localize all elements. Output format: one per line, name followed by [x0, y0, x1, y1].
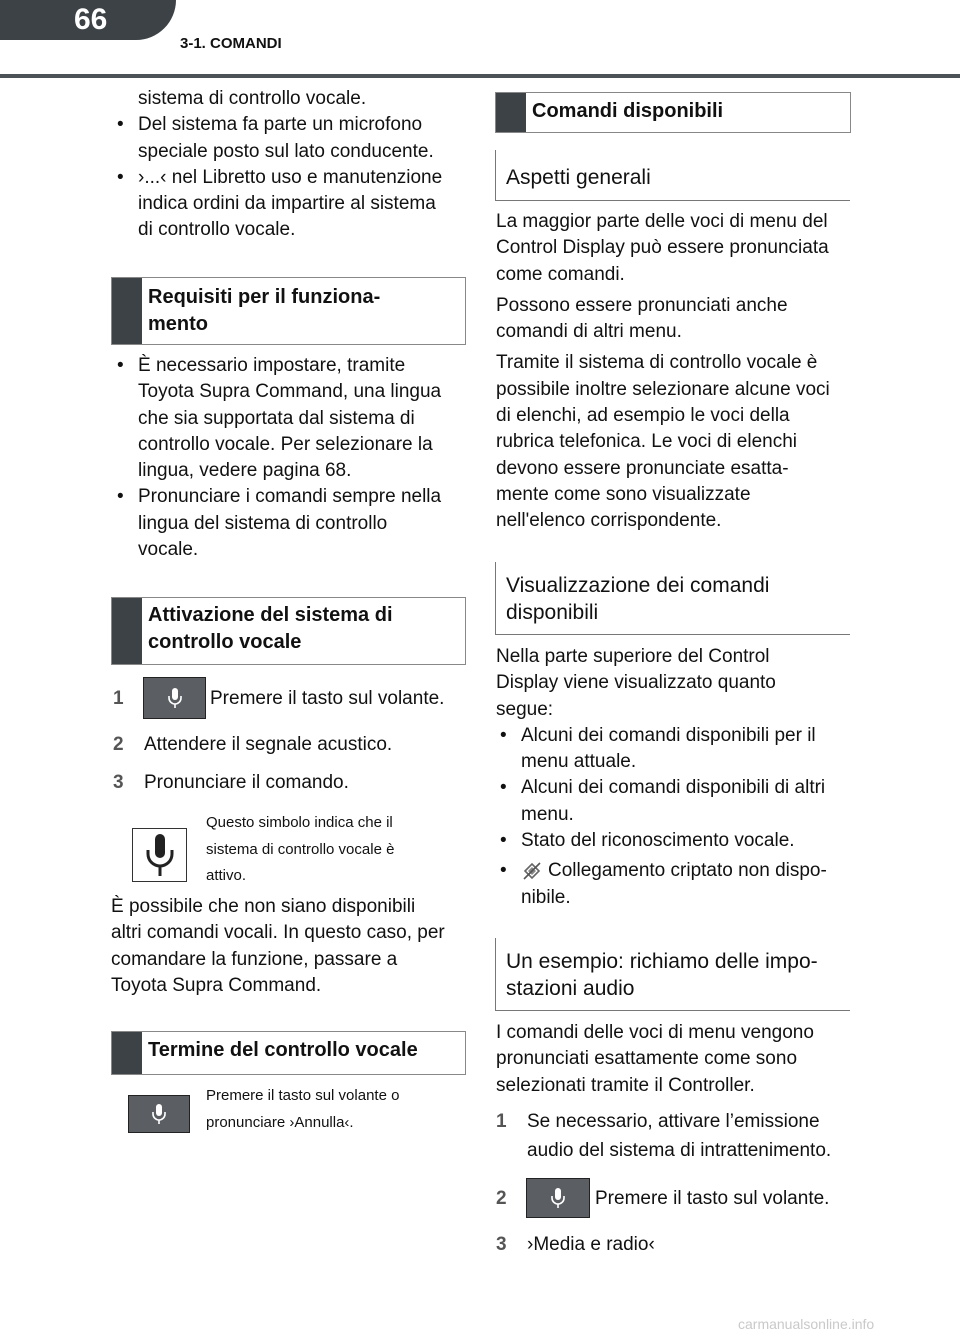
step-text: Premere il tasto sul volante.: [595, 1188, 830, 1209]
intro-line: sistema di controllo vocale.: [138, 88, 367, 109]
heading-bar: [112, 598, 142, 664]
heading-attivazione: [111, 597, 466, 665]
step-number: 3: [496, 1234, 507, 1255]
heading-bar: [496, 93, 526, 132]
watermark: carmanualsonline.info: [738, 1316, 875, 1332]
heading-termine: [111, 1031, 466, 1075]
list-item: • Pronunciare i comandi sempre nella lingua del sistema di controllo vocale.: [117, 486, 442, 561]
voice-button: [128, 1095, 190, 1133]
page-number-tab: [0, 0, 176, 40]
step-number: 1: [113, 688, 124, 709]
end-note: Premere il tasto sul volante o pronunciare ›Annulla‹.: [206, 1087, 400, 1131]
heading-comandi: [495, 92, 851, 133]
left-paragraph: È possibile che non siano disponibili altri comandi vocali. In questo caso, per comandare la funzione, passare a Toyota Supra Command.: [111, 896, 445, 996]
heading-line: Requisiti per il funziona-: [148, 286, 381, 308]
step-number: 1: [496, 1111, 507, 1132]
microphone-icon: [168, 688, 182, 708]
left-intro: [113, 86, 463, 244]
list-item: • Stato del riconoscimento vocale.: [500, 830, 795, 852]
list-item: • Alcuni dei comandi disponibili per il menu attuale.: [500, 724, 816, 773]
right-visual-list: Nella parte superiore del Control Display viene visualizzato quanto segue: • Alcuni dei comandi disponibili per il menu attuale. • Alcuni dei comandi disponibili di altri menu. • Stato del riconoscimento vocale. • Collegamento criptato non dispo- nibile.: [496, 644, 856, 911]
step-number: 2: [113, 734, 124, 755]
subheading-visualizzazione: Visualizzazione dei comandi disponibili: [495, 562, 850, 635]
step-number: 3: [113, 772, 124, 793]
heading-bar: [112, 278, 142, 344]
heading-line: Attivazione del sistema di: [148, 604, 393, 626]
heading-requisiti: [111, 277, 466, 345]
voice-button: [143, 677, 206, 719]
heading-line: Comandi disponibili: [532, 100, 724, 122]
microphone-icon: [152, 1104, 166, 1124]
list-item: • Alcuni dei comandi disponibili di altri menu.: [500, 777, 826, 825]
heading-line: Termine del controllo vocale: [148, 1039, 418, 1061]
section-title: 3-1. COMANDI: [180, 35, 282, 52]
voice-button: [526, 1178, 590, 1218]
heading-bar: [112, 1032, 142, 1074]
microphone-outline-icon: [146, 834, 174, 876]
mic-symbol-box: [132, 828, 187, 882]
step-text: Pronunciare il comando.: [144, 772, 349, 793]
list-item: • Del sistema fa parte un microfono speciale posto sul lato conducente.: [117, 114, 434, 162]
step-text: Premere il tasto sul volante.: [210, 688, 445, 709]
mic-note: Questo simbolo indica che il sistema di controllo vocale è attivo.: [206, 814, 395, 884]
right-example-para: I comandi delle voci di menu vengono pronunciati esattamente come sono selezionati tramite il Controller.: [496, 1022, 814, 1096]
step-number: 2: [496, 1188, 507, 1209]
step-text: Attendere il segnale acustico.: [144, 734, 393, 755]
subheading-aspetti: Aspetti generali: [495, 150, 850, 201]
step-text: ›Media e radio‹: [527, 1234, 655, 1255]
microphone-icon: [551, 1188, 565, 1208]
left-req-list: [113, 353, 463, 563]
list-item: • Collegamento criptato non dispo- nibile.: [500, 860, 827, 908]
right-paragraphs: La maggior parte delle voci di menu del Control Display può essere pronunciata come comandi. Possono essere pronunciati anche comandi di altri menu. Tramite il sistema di controllo vocale è possibile inoltre selezionare alcune voci di elenchi, ad esempio le voci della rubrica telefonica. Le voci di elenchi devono essere pronunciate esatta- mente come sono visualizzate nell'elenco corrispondente.: [496, 211, 830, 532]
list-item: • ›...‹ nel Libretto uso e manutenzione indica ordini da impartire al sistema di controllo vocale.: [117, 166, 443, 241]
page-number: 66: [74, 3, 108, 36]
heading-line: mento: [148, 313, 208, 335]
header-rule: [0, 74, 960, 78]
heading-line: controllo vocale: [148, 631, 302, 653]
encryption-unavailable-icon: [522, 861, 542, 881]
list-item: • È necessario impostare, tramite Toyota Supra Command, una lingua che sia supportata dal sistema di controllo vocale. Per selezionare la lingua, vedere pagina 68.: [117, 355, 442, 482]
subheading-esempio: Un esempio: richiamo delle impo- stazioni audio: [495, 938, 850, 1011]
